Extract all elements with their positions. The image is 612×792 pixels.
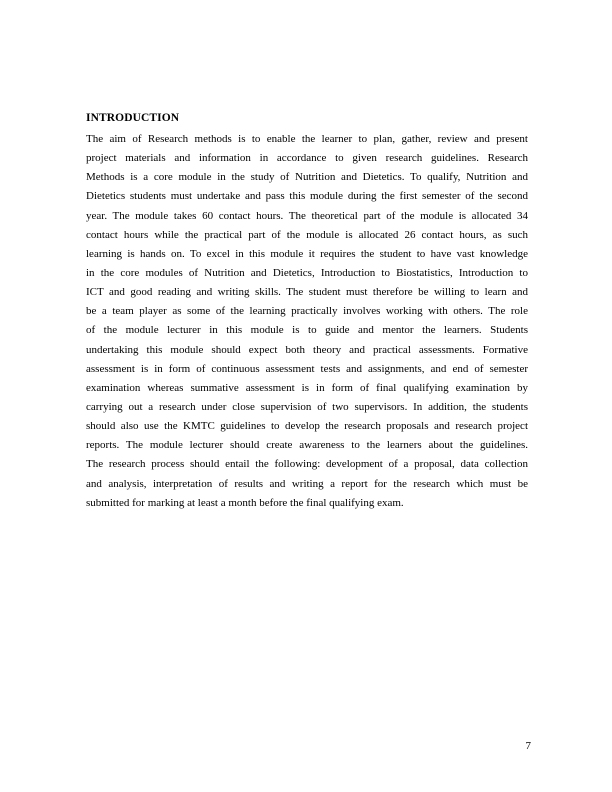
paragraph-line: project materials and information in accordance to given research guidelines. Research xyxy=(86,152,528,165)
paragraph-line: in the core modules of Nutrition and Dietetics, Introduction to Biostatistics, Introduction to xyxy=(86,266,528,279)
paragraph-line: examination whereas summative assessment is in form of final qualifying examination by xyxy=(86,381,528,394)
paragraph-line: and analysis, interpretation of results and writing a report for the research which must be xyxy=(86,477,528,490)
paragraph-line: assessment is in form of continuous assessment tests and assignments, and end of semester xyxy=(86,362,528,375)
paragraph-line: year. The module takes 60 contact hours. The theoretical part of the module is allocated 34 xyxy=(86,209,528,222)
introduction-paragraph xyxy=(86,130,528,513)
paragraph-line: of the module lecturer in this module is to guide and mentor the learners. Students xyxy=(86,324,528,337)
paragraph-line: Methods is a core module in the study of Nutrition and Dietetics. To qualify, Nutrition and xyxy=(86,171,528,184)
paragraph-line: reports. The module lecturer should create awareness to the learners about the guidelines. xyxy=(86,439,528,452)
paragraph-line: The aim of Research methods is to enable the learner to plan, gather, review and present xyxy=(86,133,528,145)
paragraph-line: submitted for marking at least a month before the final qualifying exam. xyxy=(86,496,404,509)
paragraph-line: carrying out a research under close supervision of two supervisors. In addition, the students xyxy=(86,400,528,413)
paragraph-line: undertaking this module should expect both theory and practical assessments. Formative xyxy=(86,343,528,356)
paragraph-line: learning is hands on. To excel in this module it requires the student to have vast knowledge xyxy=(86,247,528,260)
paragraph-line: contact hours while the practical part of the module is allocated 26 contact hours, as such xyxy=(86,228,528,241)
paragraph-line: Dietetics students must undertake and pass this module during the first semester of the second xyxy=(86,190,528,203)
paragraph-line: ICT and good reading and writing skills. The student must therefore be willing to learn and xyxy=(86,286,528,299)
paragraph-line: be a team player as some of the learning practically involves working with others. The role xyxy=(86,305,528,318)
section-heading: INTRODUCTION xyxy=(86,112,180,124)
paragraph-line: should also use the KMTC guidelines to develop the research proposals and research project xyxy=(86,420,528,433)
paragraph-line: The research process should entail the following: development of a proposal, data collection xyxy=(86,458,528,471)
page-number: 7 xyxy=(525,740,531,752)
